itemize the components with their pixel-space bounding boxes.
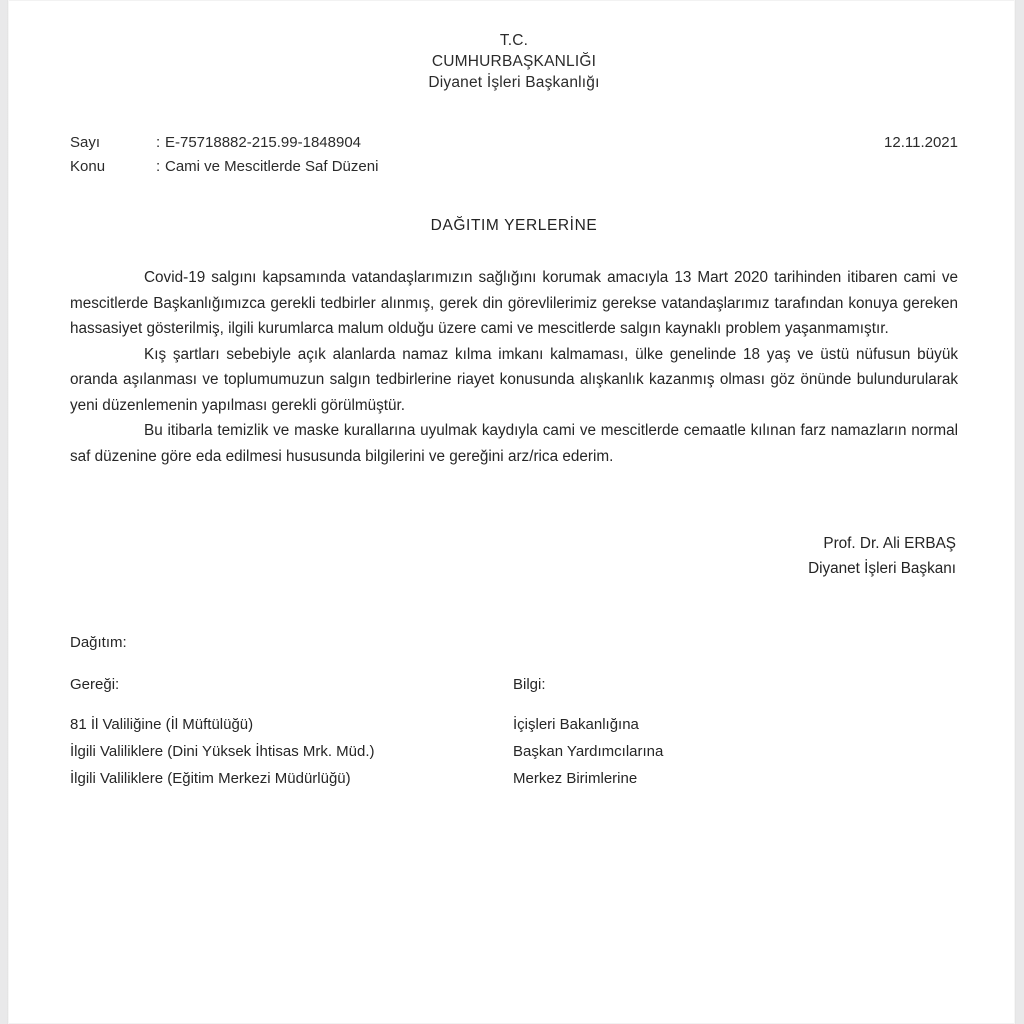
document-meta	[70, 131, 958, 179]
addressee-line: DAĞITIM YERLERİNE	[430, 217, 598, 234]
distribution-columns	[70, 671, 958, 792]
body-paragraph-3: Bu itibarla temizlik ve maske kurallarına uyulmak kaydıyla cami ve mescitlerde cemaatle kılınan farz namazların normal saf düzenine göre eda edilmesi hususunda bilgilerini ve gereğini arz/rica ederim.	[70, 422, 958, 465]
distribution-block	[70, 629, 958, 792]
distribution-info-heading: Bilgi:	[513, 676, 546, 693]
konu-label: Konu	[70, 158, 106, 175]
distribution-column-info	[513, 671, 958, 792]
signatory-title: Diyanet İşleri Başkanı	[808, 560, 956, 577]
document-body	[70, 265, 958, 469]
document-page	[7, 0, 1016, 1024]
letterhead	[70, 0, 958, 93]
distribution-info-item: İçişleri Bakanlığına	[513, 716, 639, 733]
sayi-separator: :	[156, 134, 161, 151]
document-date: 12.11.2021	[884, 134, 958, 151]
body-paragraph-2: Kış şartları sebebiyle açık alanlarda namaz kılma imkanı kalmaması, ülke genelinde 18 yaş ve üstü nüfusun büyük oranda aşılanması ve toplumumuzun salgın tedbirlerine riayet konusunda alışkanlık kazanmış olması göz önünde bulundurularak yeni düzenlemenin yapılması gerekli görülmüştür.	[70, 345, 958, 414]
letterhead-organization: CUMHURBAŞKANLIĞI	[431, 53, 597, 70]
letterhead-department: Diyanet İşleri Başkanlığı	[428, 74, 600, 91]
sayi-label: Sayı	[70, 134, 101, 151]
meta-row-sayi	[70, 131, 958, 155]
konu-separator: :	[156, 158, 161, 175]
distribution-required-item: 81 İl Valiliğine (İl Müftülüğü)	[70, 716, 254, 733]
distribution-required-item: İlgili Valiliklere (Eğitim Merkezi Müdürlüğü)	[70, 770, 351, 787]
distribution-title: Dağıtım:	[70, 634, 127, 651]
konu-value: Cami ve Mescitlerde Saf Düzeni	[165, 158, 379, 175]
distribution-required-heading: Gereği:	[70, 676, 120, 693]
document-content	[70, 0, 958, 1024]
meta-row-konu	[70, 155, 958, 179]
body-paragraph-1: Covid-19 salgını kapsamında vatandaşlarımızın sağlığını korumak amacıyla 13 Mart 2020 tarihinden itibaren cami ve mescitlerde Başkanlığımızca gerekli tedbirler alınmış, gerek din görevlilerimiz gerekse vatandaşlarımız tarafından konuya gereken hassasiyet gösterilmiş, ilgili kurumlarca malum olduğu üzere cami ve mescitlerde salgın kaynaklı problem yaşanmamıştır.	[70, 269, 958, 337]
sayi-value: E-75718882-215.99-1848904	[165, 134, 362, 151]
distribution-info-item: Başkan Yardımcılarına	[513, 743, 664, 760]
distribution-info-item: Merkez Birimlerine	[513, 770, 638, 787]
distribution-column-required	[70, 671, 513, 792]
letterhead-republic: T.C.	[499, 32, 529, 49]
signature-block	[70, 531, 958, 581]
distribution-required-item: İlgili Valiliklere (Dini Yüksek İhtisas Mrk. Müd.)	[70, 743, 375, 760]
signatory-name: Prof. Dr. Ali ERBAŞ	[823, 535, 956, 552]
